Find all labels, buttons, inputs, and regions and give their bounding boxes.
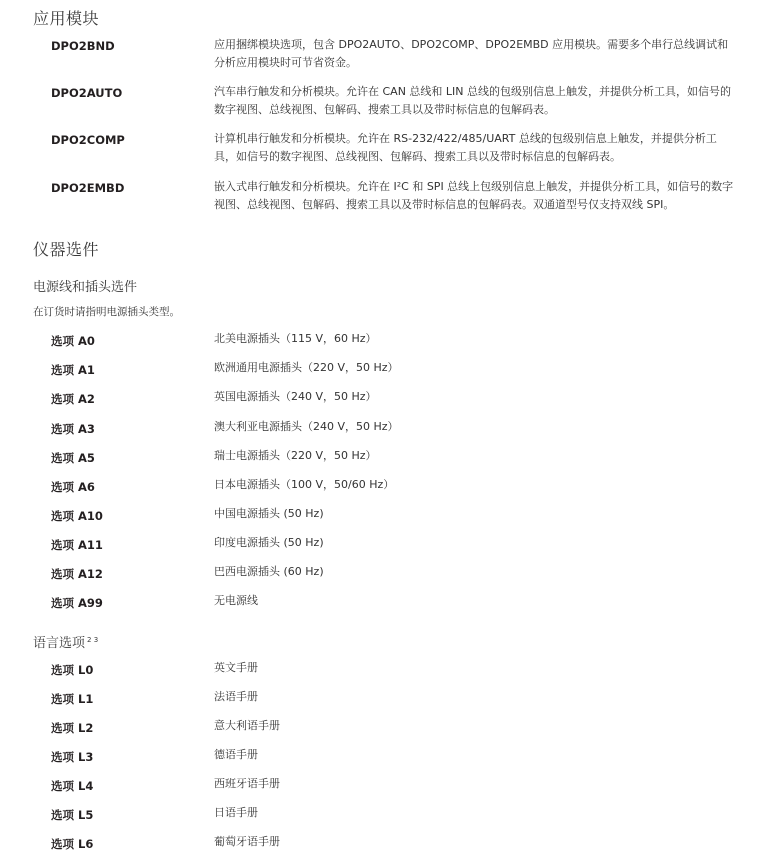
module-desc: 嵌入式串行触发和分析模块。允许在 I²C 和 SPI 总线上包级别信息上触发，并提供分析工具，如信号的数字视图、总线视图、包解码、搜索工具以及带时标信息的包解码表。双通道型号仅支持双线 SPI。 [214, 180, 734, 211]
instrument-options-heading: 仪器选件 [33, 240, 100, 259]
app-modules-heading: 应用模块 [33, 9, 100, 28]
option-desc: 日语手册 [214, 806, 258, 819]
option-term: 选项 L2 [51, 721, 94, 735]
option-desc: 无电源线 [214, 594, 258, 607]
module-term: DPO2AUTO [51, 86, 123, 100]
module-desc: 汽车串行触发和分析模块。允许在 CAN 总线和 LIN 总线的包级别信息上触发，并提供分析工具，如信号的数字视图、总线视图、包解码、搜索工具以及带时标信息的包解码表。 [214, 85, 732, 116]
module-term: DPO2EMBD [51, 181, 125, 195]
option-desc: 意大利语手册 [214, 719, 280, 732]
option-desc: 中国电源插头 (50 Hz) [214, 507, 324, 520]
module-term: DPO2COMP [51, 133, 125, 147]
module-desc: 计算机串行触发和分析模块。允许在 RS-232/422/485/UART 总线的包级别信息上触发，并提供分析工具，如信号的数字视图、总线视图、包解码、搜索工具以及带时标信息的包解码表。 [214, 132, 717, 163]
option-term: 选项 A0 [51, 334, 95, 348]
option-term: 选项 A10 [51, 509, 103, 523]
option-desc: 葡萄牙语手册 [214, 835, 280, 848]
option-term: 选项 A2 [51, 392, 95, 406]
power-note: 在订货时请指明电源插头类型。 [33, 306, 180, 318]
option-term: 选项 A11 [51, 538, 103, 552]
option-desc: 欧洲通用电源插头（220 V，50 Hz） [214, 361, 399, 374]
module-desc: 应用捆绑模块选项，包含 DPO2AUTO、DPO2COMP、DPO2EMBD 应用模块。需要多个串行总线调试和分析应用模块时可节省资金。 [214, 38, 729, 69]
language-options-title: 语言选项 [33, 636, 86, 651]
option-term: 选项 L3 [51, 750, 94, 764]
language-options-heading [33, 632, 98, 651]
option-desc: 瑞士电源插头（220 V，50 Hz） [214, 449, 377, 462]
option-term: 选项 A6 [51, 480, 95, 494]
option-desc: 英文手册 [214, 661, 258, 674]
option-desc: 英国电源插头（240 V，50 Hz） [214, 390, 377, 403]
option-desc: 巴西电源插头 (60 Hz) [214, 565, 324, 578]
option-desc: 日本电源插头（100 V，50/60 Hz） [214, 478, 395, 491]
option-term: 选项 L6 [51, 837, 94, 851]
option-term: 选项 A99 [51, 596, 103, 610]
option-term: 选项 L5 [51, 808, 94, 822]
option-desc: 西班牙语手册 [214, 777, 280, 790]
option-term: 选项 A1 [51, 363, 95, 377]
option-term: 选项 A12 [51, 567, 103, 581]
option-desc: 印度电源插头 (50 Hz) [214, 536, 324, 549]
option-desc: 澳大利亚电源插头（240 V，50 Hz） [214, 420, 399, 433]
option-term: 选项 L4 [51, 779, 94, 793]
option-term: 选项 A3 [51, 422, 95, 436]
option-term: 选项 A5 [51, 451, 95, 465]
option-desc: 北美电源插头（115 V，60 Hz） [214, 332, 377, 345]
option-desc: 德语手册 [214, 748, 258, 761]
option-term: 选项 L0 [51, 663, 94, 677]
power-options-heading: 电源线和插头选件 [33, 280, 138, 295]
footnote-refs: 2 3 [87, 635, 99, 644]
module-term: DPO2BND [51, 39, 115, 53]
option-desc: 法语手册 [214, 690, 258, 703]
option-term: 选项 L1 [51, 692, 94, 706]
